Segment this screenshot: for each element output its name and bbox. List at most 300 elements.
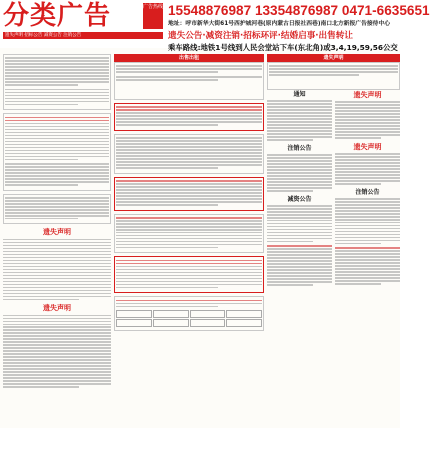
text-line <box>335 271 400 273</box>
text-line <box>116 269 262 271</box>
cancel-heading: 注销公告 <box>287 144 312 152</box>
text-line <box>116 281 262 283</box>
text-line <box>3 269 111 271</box>
text-line <box>267 229 332 231</box>
text-line <box>267 232 332 234</box>
subcolumn-b <box>335 90 400 460</box>
text-line <box>267 118 332 120</box>
text-line <box>5 184 78 186</box>
text-line <box>116 303 262 305</box>
service-slogan: 遗失公告·减资注销·招标环评·结婚启事·出售转让 <box>168 31 353 41</box>
text-line <box>335 225 400 227</box>
text-line <box>267 103 332 105</box>
text-line <box>5 57 109 59</box>
cancel-heading-2: 注销公告 <box>355 188 380 196</box>
text-line <box>5 132 109 134</box>
text-line <box>3 353 111 355</box>
notice-heading: 通知 <box>293 91 306 98</box>
text-line <box>3 296 111 298</box>
ad-block <box>114 214 264 254</box>
text-line <box>335 222 400 224</box>
text-line <box>116 260 262 262</box>
text-line <box>116 164 262 166</box>
office-address: 地址：呼市新华大街61号西护城河巷(原内蒙古日报社西巷)南口北方新报广告接待中心 <box>168 21 391 27</box>
text-line <box>267 284 313 286</box>
text-line <box>3 383 111 385</box>
text-line <box>5 159 78 161</box>
text-line <box>5 78 109 80</box>
text-line <box>335 101 400 103</box>
text-line <box>3 281 111 283</box>
text-line <box>267 238 332 240</box>
table-cell <box>190 319 226 327</box>
text-line <box>116 186 262 188</box>
text-line <box>5 72 109 74</box>
text-line <box>335 228 400 230</box>
hotline-phones: 15548876987 13354876987 0471-6635651 <box>168 3 430 18</box>
text-line <box>116 167 218 169</box>
lost-heading-2: 遗失声明 <box>43 304 71 313</box>
text-line <box>116 106 262 108</box>
text-line <box>267 157 332 159</box>
text-line <box>267 254 332 256</box>
text-line <box>335 128 400 130</box>
text-line <box>267 163 332 165</box>
text-line <box>3 338 111 340</box>
text-line <box>267 139 313 141</box>
text-line <box>267 160 332 162</box>
text-line <box>3 386 79 388</box>
text-line <box>335 240 400 242</box>
text-line <box>3 332 111 334</box>
text-line <box>116 68 262 70</box>
text-line <box>269 71 398 73</box>
text-line <box>5 129 109 131</box>
text-line <box>116 195 262 197</box>
text-line <box>335 156 400 158</box>
text-line <box>335 159 400 161</box>
text-line <box>3 335 111 337</box>
text-line <box>5 150 109 152</box>
text-line <box>116 146 262 148</box>
text-line <box>267 205 332 207</box>
text-line <box>269 68 398 70</box>
notice-block <box>3 194 111 225</box>
text-line <box>5 84 78 86</box>
text-line <box>267 226 332 228</box>
text-line <box>3 377 111 379</box>
text-line <box>116 201 262 203</box>
table-cell <box>153 319 189 327</box>
text-line <box>5 166 109 168</box>
text-line <box>269 65 398 67</box>
lost-heading-3: 遗失声明 <box>353 91 382 99</box>
text-line <box>335 216 400 218</box>
bus-route: 乘车路线:地铁1号线到人民会堂站下车(东北角)或3,4,19,59,56公交 <box>168 43 398 52</box>
text-line <box>3 318 111 320</box>
text-line <box>5 98 109 100</box>
text-line <box>5 69 109 71</box>
text-line <box>335 231 400 233</box>
text-line <box>116 272 262 274</box>
text-line <box>116 161 262 163</box>
text-line <box>5 218 78 220</box>
text-line <box>335 243 381 245</box>
text-line <box>267 106 332 108</box>
text-line <box>335 165 400 167</box>
text-line <box>335 256 400 258</box>
ad-block <box>114 256 264 293</box>
text-line <box>5 181 109 183</box>
text-line <box>267 184 332 186</box>
text-line <box>3 251 111 253</box>
text-line <box>3 260 111 262</box>
text-line <box>5 156 109 158</box>
text-line <box>267 214 332 216</box>
text-line <box>116 238 262 240</box>
text-line <box>5 178 109 180</box>
text-line <box>267 178 332 180</box>
text-line <box>116 220 262 222</box>
text-line <box>3 239 111 241</box>
text-line <box>267 121 332 123</box>
section-bar-lost: 遗失声明 <box>267 54 400 62</box>
text-line <box>335 177 400 179</box>
page-footer <box>3 422 397 426</box>
text-line <box>335 116 400 118</box>
text-line <box>116 306 218 308</box>
text-line <box>3 248 111 250</box>
ad-block <box>114 103 264 131</box>
ad-block-sale <box>114 62 264 100</box>
text-line <box>335 219 400 221</box>
text-line <box>116 244 262 246</box>
subcolumn-a <box>267 90 332 460</box>
text-line <box>267 257 332 259</box>
text-line <box>267 124 332 126</box>
text-line <box>267 260 332 262</box>
text-line <box>267 235 332 237</box>
text-line <box>3 356 111 358</box>
text-line <box>335 201 400 203</box>
text-line <box>335 171 400 173</box>
text-line <box>116 115 262 117</box>
text-line <box>5 117 109 119</box>
text-line <box>3 362 111 364</box>
ad-block <box>114 134 264 174</box>
text-line <box>3 263 111 265</box>
text-line <box>3 368 111 370</box>
text-line <box>116 143 262 145</box>
text-line <box>5 92 109 94</box>
text-line <box>5 215 109 217</box>
text-line <box>3 350 111 352</box>
text-line <box>3 290 111 292</box>
text-line <box>335 162 400 164</box>
text-line <box>267 136 332 138</box>
text-line <box>335 234 400 236</box>
notice-block <box>3 113 111 190</box>
text-line <box>3 275 111 277</box>
text-line <box>267 211 332 213</box>
text-line <box>5 81 109 83</box>
text-line <box>335 280 400 282</box>
text-line <box>5 169 109 171</box>
text-line <box>267 263 332 265</box>
text-line <box>5 197 109 199</box>
text-line <box>3 266 111 268</box>
text-line <box>267 281 332 283</box>
text-line <box>116 149 262 151</box>
text-line <box>267 130 332 132</box>
text-line <box>335 204 400 206</box>
text-line <box>3 347 111 349</box>
text-line <box>3 371 111 373</box>
text-line <box>267 190 313 192</box>
text-line <box>116 183 262 185</box>
text-line <box>335 237 400 239</box>
lost-heading: 遗失声明 <box>43 228 71 237</box>
reduce-heading: 减资公告 <box>287 195 312 203</box>
text-line <box>335 113 400 115</box>
text-line <box>5 135 109 137</box>
column-right <box>267 54 400 424</box>
text-line <box>116 229 262 231</box>
text-line <box>335 153 400 155</box>
text-line <box>116 198 262 200</box>
text-line <box>5 63 109 65</box>
table-cell <box>153 310 189 318</box>
text-line <box>5 126 109 128</box>
text-line <box>116 223 262 225</box>
page-title: 分类广告 <box>3 1 112 31</box>
text-line <box>5 206 109 208</box>
text-line <box>267 220 332 222</box>
text-line <box>335 131 400 133</box>
text-line <box>267 266 332 268</box>
text-line <box>267 251 332 253</box>
text-line <box>267 223 332 225</box>
text-line <box>5 144 109 146</box>
text-line <box>335 250 400 252</box>
text-line <box>3 341 111 343</box>
text-line <box>5 141 109 143</box>
text-line <box>3 299 79 301</box>
text-line <box>3 326 111 328</box>
text-line <box>267 100 332 102</box>
text-line <box>3 278 111 280</box>
text-line <box>3 380 111 382</box>
text-line <box>5 147 109 149</box>
text-line <box>267 127 332 129</box>
text-line <box>116 71 218 73</box>
text-line <box>5 209 109 211</box>
text-line <box>335 268 400 270</box>
text-line <box>116 235 262 237</box>
text-line <box>5 95 109 97</box>
text-line <box>3 245 111 247</box>
text-line <box>267 169 332 171</box>
text-line <box>267 115 332 117</box>
text-line <box>267 275 332 277</box>
ad-block <box>267 62 400 90</box>
text-line <box>3 321 111 323</box>
text-line <box>335 107 400 109</box>
text-line <box>116 124 218 126</box>
text-line <box>116 263 262 265</box>
text-line <box>5 104 78 106</box>
text-line <box>116 241 262 243</box>
text-line <box>335 210 400 212</box>
masthead <box>0 0 430 52</box>
text-line <box>3 242 111 244</box>
text-line <box>5 163 109 165</box>
text-line <box>116 79 218 81</box>
text-line <box>267 217 332 219</box>
text-line <box>5 200 109 202</box>
text-line <box>267 166 332 168</box>
text-line <box>116 140 262 142</box>
text-line <box>5 75 109 77</box>
text-line <box>335 283 381 285</box>
text-line <box>335 265 400 267</box>
text-line <box>335 274 400 276</box>
text-line <box>267 241 313 243</box>
text-line <box>5 138 109 140</box>
text-line <box>116 247 218 249</box>
text-line <box>116 232 262 234</box>
text-line <box>5 89 109 91</box>
text-line <box>5 203 109 205</box>
text-line <box>3 344 111 346</box>
text-line <box>116 112 262 114</box>
text-line <box>5 153 109 155</box>
table-cell <box>116 310 152 318</box>
text-line <box>116 121 262 123</box>
text-line <box>3 284 111 286</box>
text-line <box>5 172 109 174</box>
text-line <box>3 365 111 367</box>
ad-block <box>114 177 264 211</box>
text-line <box>116 152 262 154</box>
column-left <box>3 54 111 424</box>
text-line <box>3 359 111 361</box>
text-line <box>116 278 262 280</box>
text-line <box>335 122 400 124</box>
text-line <box>335 183 381 185</box>
text-line <box>116 204 218 206</box>
text-line <box>267 154 332 156</box>
category-bar: 遗失声明 招标公告 减资公告 注销公告 <box>3 32 163 39</box>
text-line <box>116 118 262 120</box>
text-line <box>335 213 400 215</box>
text-line <box>116 284 262 286</box>
text-line <box>3 315 111 317</box>
text-line <box>335 198 400 200</box>
text-line <box>267 248 332 250</box>
text-line <box>3 374 111 376</box>
text-line <box>116 76 262 78</box>
text-line <box>3 329 111 331</box>
hotline-seal: 广告热线 <box>143 3 163 29</box>
text-line <box>335 277 400 279</box>
text-line <box>116 192 262 194</box>
text-line <box>267 245 332 247</box>
text-line <box>335 134 400 136</box>
text-line <box>5 60 109 62</box>
table-cell <box>116 319 152 327</box>
text-line <box>3 272 111 274</box>
text-line <box>335 137 381 139</box>
table-cell <box>226 319 262 327</box>
text-line <box>3 257 111 259</box>
text-line <box>5 120 109 122</box>
ad-block-table <box>114 296 264 331</box>
text-line <box>335 110 400 112</box>
text-line <box>267 272 332 274</box>
text-line <box>5 175 109 177</box>
text-line <box>267 278 332 280</box>
notice-block <box>3 54 111 110</box>
text-line <box>335 262 400 264</box>
text-line <box>116 287 218 289</box>
text-line <box>116 155 262 157</box>
text-line <box>3 287 111 289</box>
text-line <box>335 119 400 121</box>
text-line <box>267 208 332 210</box>
text-line <box>3 293 111 295</box>
text-line <box>5 101 109 103</box>
text-line <box>3 324 111 326</box>
text-line <box>335 259 400 261</box>
text-line <box>267 172 332 174</box>
text-line <box>335 168 400 170</box>
text-line <box>116 275 262 277</box>
text-line <box>269 74 359 76</box>
text-line <box>116 300 262 302</box>
category-sub <box>3 40 163 46</box>
text-line <box>335 104 400 106</box>
text-line <box>267 181 332 183</box>
table-cell <box>226 310 262 318</box>
lost-heading-4: 遗失声明 <box>353 142 382 151</box>
text-line <box>267 133 332 135</box>
text-line <box>267 187 332 189</box>
column-middle <box>114 54 264 424</box>
text-line <box>116 180 262 182</box>
text-line <box>116 266 262 268</box>
text-line <box>267 175 332 177</box>
text-line <box>116 109 262 111</box>
text-line <box>335 174 400 176</box>
text-line <box>116 189 262 191</box>
text-line <box>267 269 332 271</box>
text-line <box>116 226 262 228</box>
text-line <box>116 158 262 160</box>
text-line <box>5 123 109 125</box>
text-line <box>267 112 332 114</box>
table-cell <box>190 310 226 318</box>
text-line <box>116 137 262 139</box>
text-line <box>335 253 400 255</box>
section-bar-sale: 出售出租 <box>114 54 264 62</box>
text-line <box>5 212 109 214</box>
text-line <box>5 66 109 68</box>
text-line <box>116 65 262 67</box>
text-line <box>3 254 111 256</box>
text-line <box>335 247 400 249</box>
text-line <box>335 180 400 182</box>
